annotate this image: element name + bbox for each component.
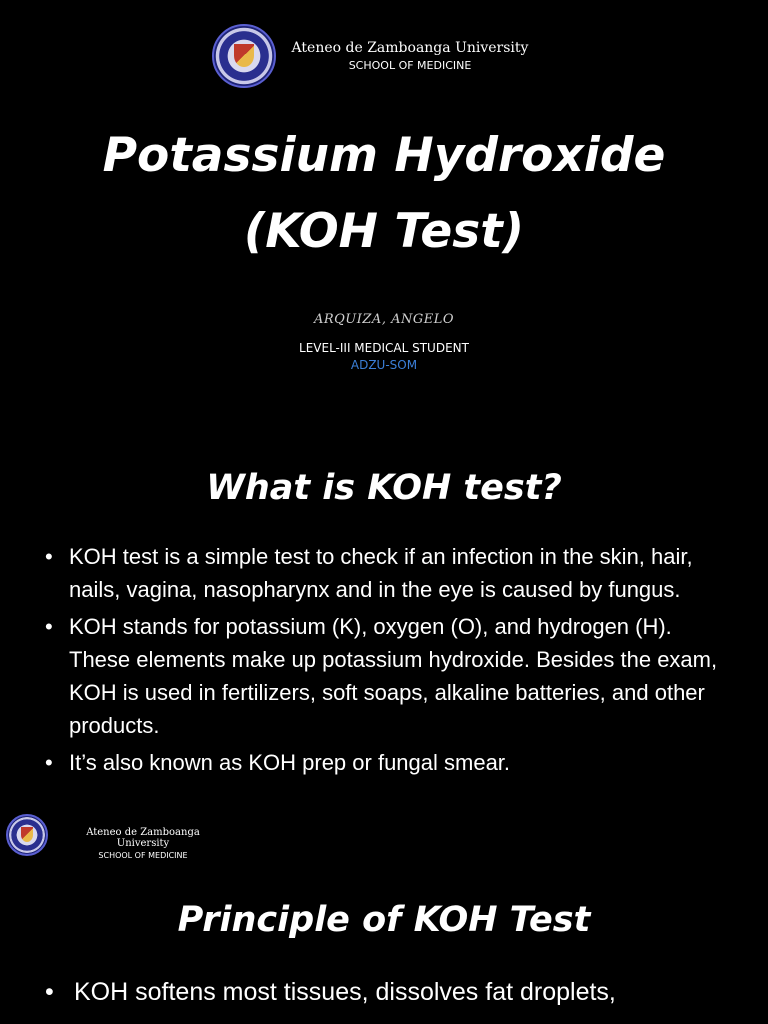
university-seal-logo — [212, 24, 276, 88]
slide3-heading: Principle of KOH Test — [177, 900, 591, 940]
title-line-1: Potassium Hydroxide — [102, 128, 666, 183]
slide2-heading: What is KOH test? — [206, 468, 562, 508]
university-name: Ateneo de Zamboanga University — [86, 827, 200, 849]
page-title — [0, 118, 768, 270]
school-name: SCHOOL OF MEDICINE — [348, 59, 472, 72]
seal-shield-icon — [234, 44, 253, 67]
list-item: • KOH softens most tissues, dissolves fat droplets, — [45, 974, 745, 1010]
university-name: Ateneo de Zamboanga University — [291, 40, 529, 56]
university-seal-logo-small — [6, 814, 48, 856]
university-header-small — [62, 827, 224, 860]
slide3-bullet-list — [45, 974, 745, 1014]
list-item: • KOH test is a simple test to check if an infection in the skin, hair, nails, vagina, nasopharynx and in the eye is caused by fungus. — [45, 540, 725, 606]
list-item: • KOH stands for potassium (K), oxygen (O), and hydrogen (H). These elements make up potassium hydroxide. Besides the exam, KOH is used in fertilizers, soft soaps, alkaline batteries, and other products. — [45, 610, 725, 742]
school-name: SCHOOL OF MEDICINE — [98, 851, 188, 860]
slide2-bullet-list — [45, 540, 725, 783]
seal-shield-icon — [21, 827, 33, 841]
list-item: • It’s also known as KOH prep or fungal smear. — [45, 746, 725, 779]
author-name: ARQUIZA, ANGELO — [313, 312, 455, 327]
title-line-2: (KOH Test) — [243, 204, 525, 259]
author-level: LEVEL-III MEDICAL STUDENT — [299, 341, 469, 355]
university-header — [290, 40, 530, 72]
author-organization: ADZU-SOM — [350, 358, 418, 372]
